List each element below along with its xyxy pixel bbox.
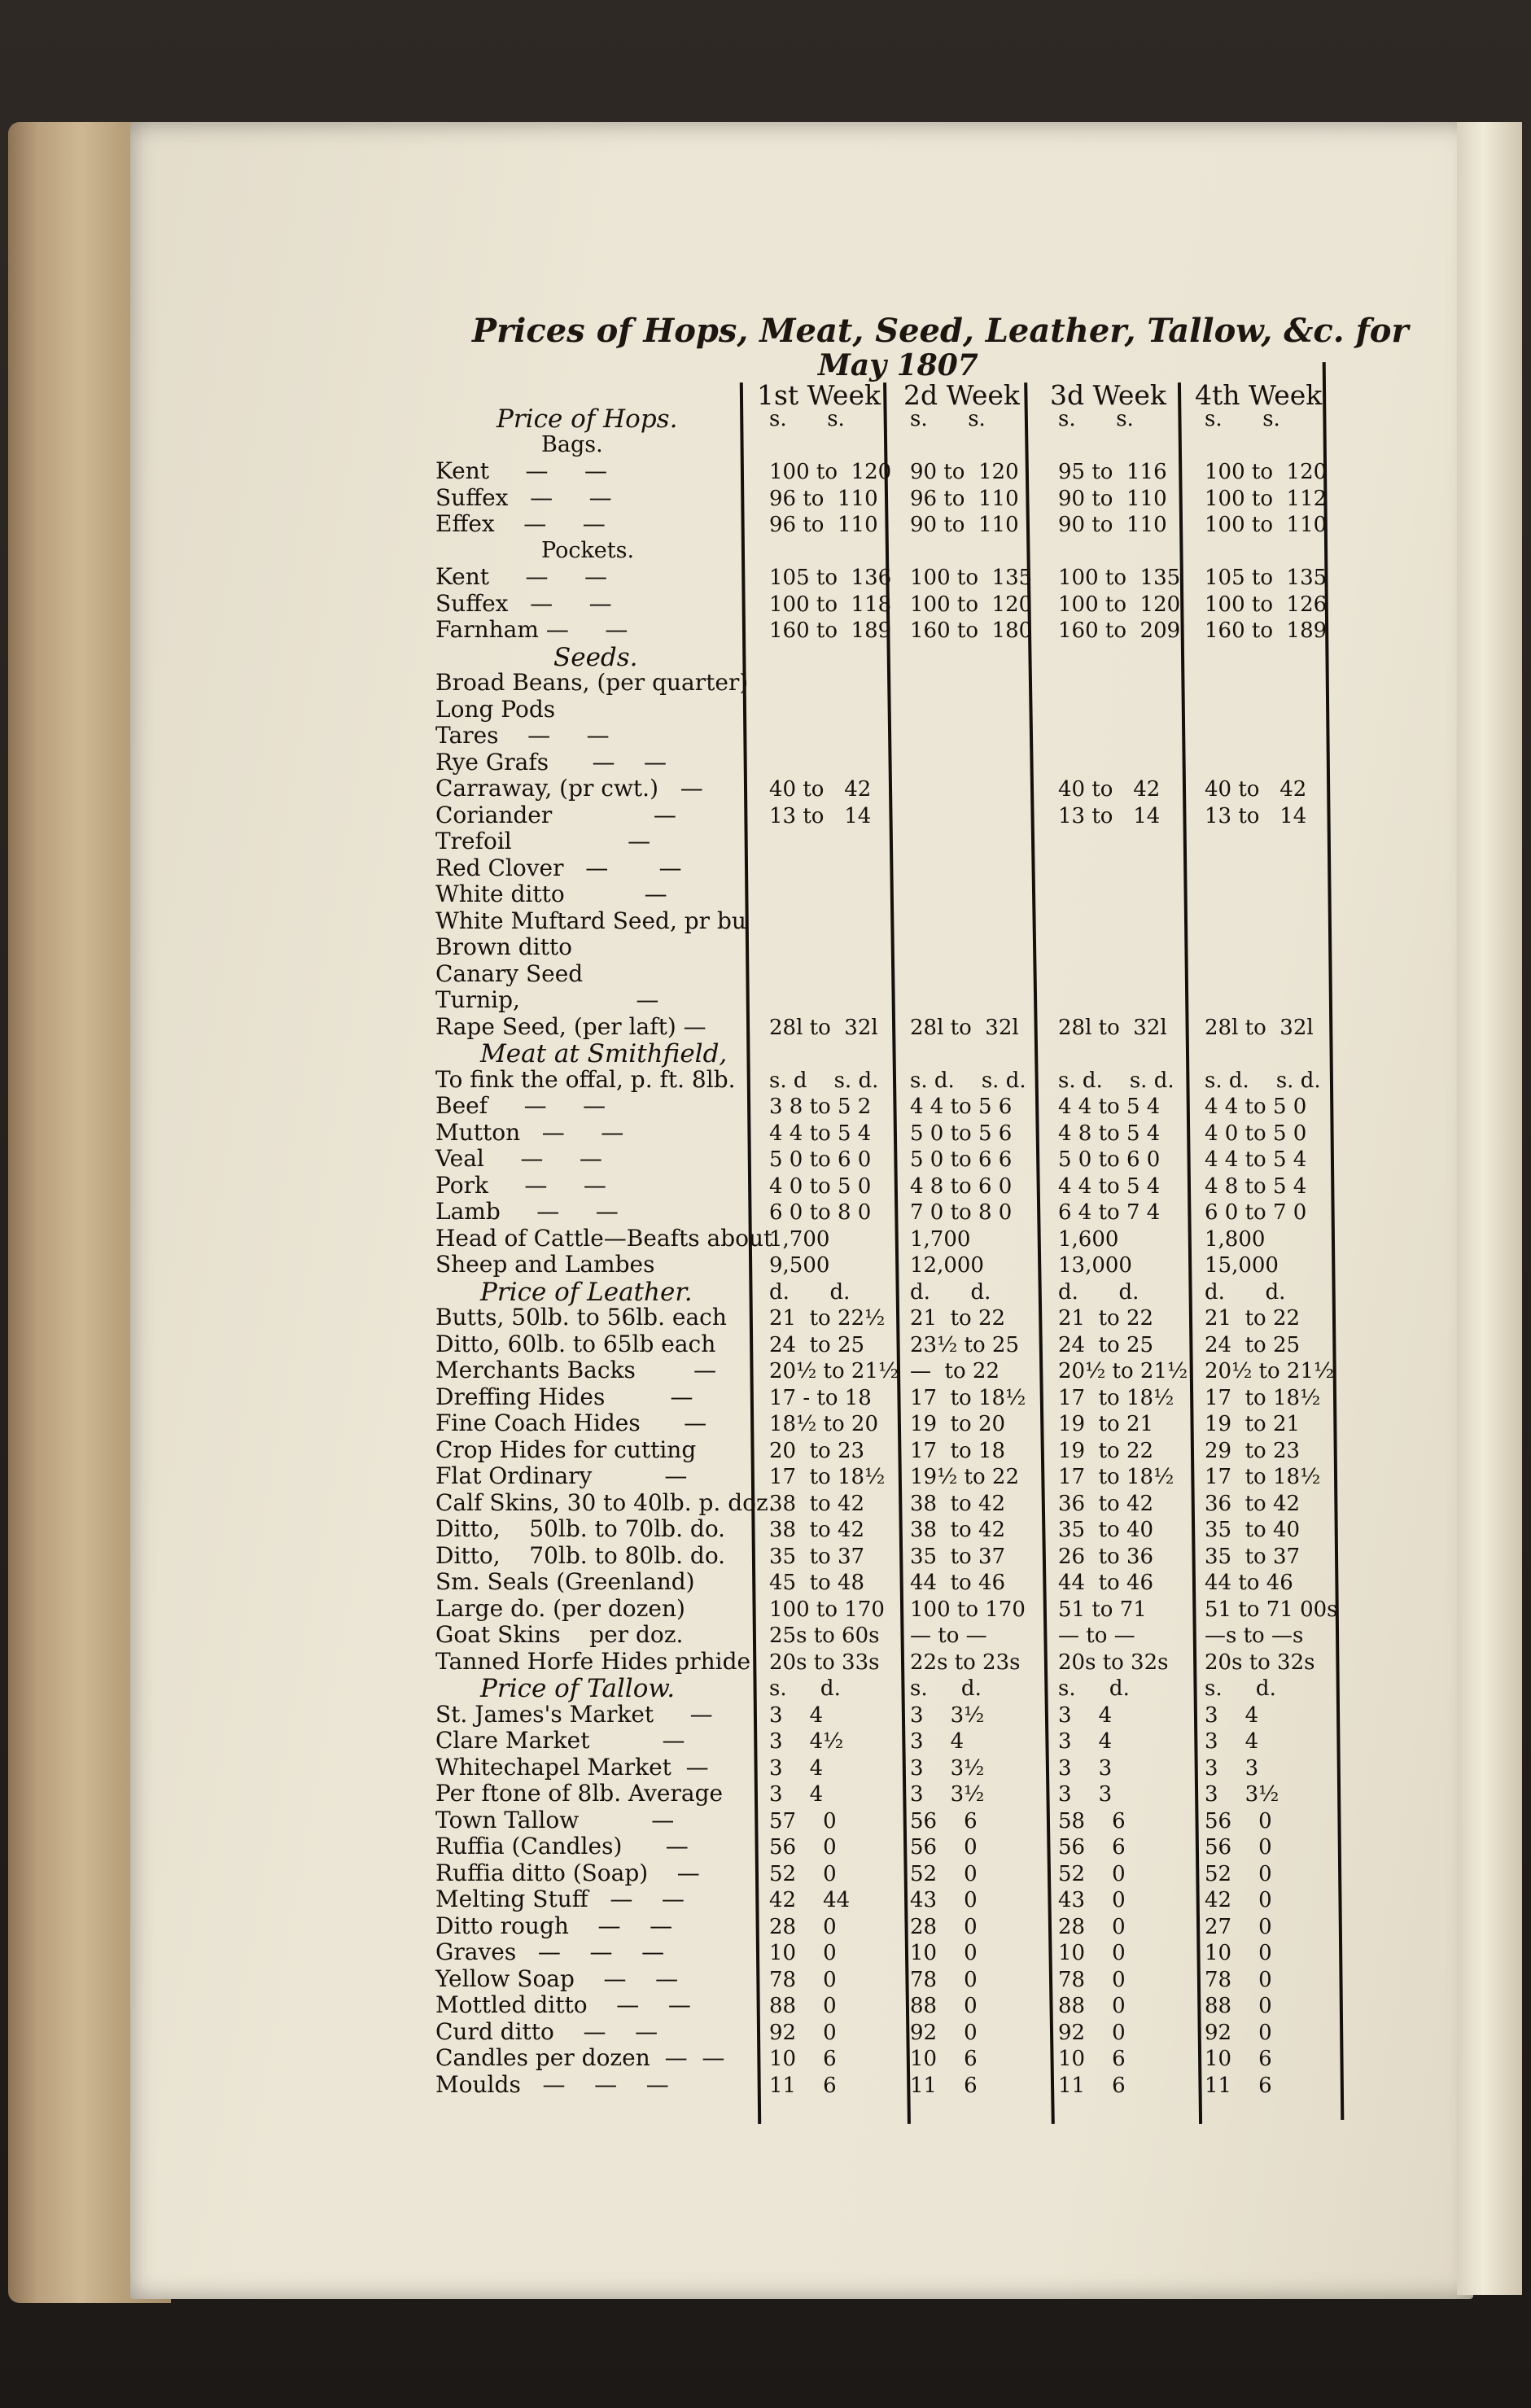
cell-week-4: 17 to 18½ [1205,1465,1321,1489]
cell-week-3: 17 to 18½ [1058,1465,1174,1489]
cell-week-4: 20s to 32s [1205,1650,1315,1675]
cell-week-4: 56 0 [1205,1835,1272,1860]
section-heading-price-of-tallow: Price of Tallow. [480,1674,676,1703]
cell-week-4: d. d. [1205,1280,1286,1305]
cell-week-4: 1,800 [1205,1227,1266,1252]
cell-week-4: s. d. [1205,1676,1276,1701]
cell-week-4: 78 0 [1205,1968,1272,1992]
cell-week-3: 3 4 [1058,1703,1113,1728]
cell-week-4: 42 0 [1205,1888,1272,1912]
row-label-farnham: Farnham — — [435,616,628,643]
row-label-ruffia-candles: Ruffia (Candles) — [435,1833,689,1860]
row-label-st-james-s-market: St. James's Market — [435,1701,713,1728]
week-header-3: 3d Week [1050,379,1166,411]
cell-week-4: 21 to 22 [1205,1306,1301,1331]
cell-week-1: 92 0 [769,2021,837,2045]
cell-week-1: d. d. [769,1280,851,1305]
cell-week-3: 20½ to 21½ [1058,1359,1188,1383]
cell-week-1: 57 0 [769,1809,837,1833]
cell-week-2: 28 0 [910,1915,978,1939]
cell-week-2: 3 4 [910,1729,965,1754]
cell-week-2: 28l to 32l [910,1016,1019,1040]
cell-week-1: 38 to 42 [769,1492,865,1516]
cell-week-1: 160 to 189 [769,618,892,643]
cell-week-2: s. d. s. d. [910,1069,1026,1093]
cell-week-2: 5 0 to 6 6 [910,1147,1013,1172]
cell-week-1: 3 8 to 5 2 [769,1095,872,1119]
cell-week-2: 12,000 [910,1253,984,1278]
cell-week-4: s. s. [1205,407,1280,431]
cell-week-2: 19½ to 22 [910,1465,1019,1489]
row-label-butts-50lb-to-56lb-each: Butts, 50lb. to 56lb. each [435,1304,727,1331]
cell-week-4: 56 0 [1205,1809,1272,1833]
cell-week-4: 27 0 [1205,1915,1272,1939]
cell-week-2: 4 4 to 5 6 [910,1095,1013,1119]
cell-week-2: 100 to 170 [910,1597,1026,1622]
cell-week-2: 52 0 [910,1862,978,1886]
cell-week-3: 88 0 [1058,1994,1126,2018]
cell-week-2: s. s. [910,407,986,431]
cell-week-3: 4 4 to 5 4 [1058,1174,1161,1199]
row-label-ditto-60lb-to-65lb-each: Ditto, 60lb. to 65lb each [435,1331,716,1357]
cell-week-3: 24 to 25 [1058,1333,1154,1357]
cell-week-1: 3 4 [769,1782,824,1807]
section-heading-price-of-hops: Price of Hops. [496,404,678,434]
cell-week-1: 3 4 [769,1756,824,1781]
cell-week-2: 44 to 46 [910,1571,1006,1595]
cell-week-1: 3 4½ [769,1729,844,1754]
cell-week-3: 95 to 116 [1058,460,1167,484]
cell-week-4: 3 4 [1205,1703,1259,1728]
cell-week-4: 3 3½ [1205,1782,1279,1807]
row-label-whitechapel-market: Whitechapel Market — [435,1754,709,1781]
cell-week-2: 3 3½ [910,1703,985,1728]
cell-week-4: 10 6 [1205,2047,1272,2071]
cell-week-2: 4 8 to 6 0 [910,1174,1013,1199]
cell-week-4: 28l to 32l [1205,1016,1314,1040]
cell-week-3: 28l to 32l [1058,1016,1167,1040]
cell-week-1: 5 0 to 6 0 [769,1147,872,1172]
row-label-crop-hides-for-cutting: Crop Hides for cutting [435,1436,697,1463]
cell-week-3: 36 to 42 [1058,1492,1154,1516]
cell-week-1: 78 0 [769,1968,837,1992]
cell-week-2: 3 3½ [910,1756,985,1781]
cell-week-1: 96 to 110 [769,487,878,511]
cell-week-1: 17 - to 18 [769,1386,872,1410]
cell-week-2: 22s to 23s [910,1650,1021,1675]
row-label-moulds: Moulds — — — [435,2071,669,2098]
row-label-dreffing-hides: Dreffing Hides — [435,1383,693,1410]
cell-week-4: s. d. s. d. [1205,1069,1321,1093]
cell-week-4: 15,000 [1205,1253,1279,1278]
row-label-goat-skins-per-doz: Goat Skins per doz. [435,1621,684,1648]
cell-week-2: 7 0 to 8 0 [910,1200,1013,1225]
row-label-trefoil: Trefoil — [435,828,651,854]
cell-week-2: — to — [910,1624,987,1648]
cell-week-3: 78 0 [1058,1968,1126,1992]
cell-week-4: 6 0 to 7 0 [1205,1200,1307,1225]
cell-week-4: 92 0 [1205,2021,1272,2045]
row-label-mottled-ditto: Mottled ditto — — [435,1991,691,2018]
cell-week-2: 90 to 120 [910,460,1019,484]
row-label-clare-market: Clare Market — [435,1727,685,1754]
cell-week-3: 100 to 120 [1058,592,1181,617]
cell-week-3: 40 to 42 [1058,777,1161,802]
row-label-town-tallow: Town Tallow — [435,1807,675,1833]
row-label-canary-seed: Canary Seed [435,960,584,987]
cell-week-4: 4 8 to 5 4 [1205,1174,1307,1199]
cell-week-2: 38 to 42 [910,1518,1006,1542]
cell-week-3: 26 to 36 [1058,1545,1154,1569]
cell-week-2: 100 to 120 [910,592,1033,617]
cell-week-2: 23½ to 25 [910,1333,1019,1357]
row-label-rye-grafs: Rye Grafs — — [435,749,667,776]
cell-week-3: 90 to 110 [1058,513,1167,537]
row-label-carraway-pr-cwt: Carraway, (pr cwt.) — [435,775,703,802]
row-label-tares: Tares — — [435,722,610,749]
cell-week-4: 100 to 126 [1205,592,1328,617]
cell-week-1: 42 44 [769,1888,851,1912]
row-label-merchants-backs: Merchants Backs — [435,1357,717,1383]
cell-week-2: 96 to 110 [910,487,1019,511]
cell-week-2: 160 to 180 [910,618,1033,643]
cell-week-1: 17 to 18½ [769,1465,886,1489]
page-title: Prices of Hops, Meat, Seed, Leather, Tallow, &c. for [472,312,1409,350]
cell-week-3: 17 to 18½ [1058,1386,1174,1410]
row-label-mutton: Mutton — — [435,1119,624,1146]
cell-week-2: 56 0 [910,1835,978,1860]
cell-week-3: 51 to 71 [1058,1597,1147,1622]
cell-week-2: 10 6 [910,2047,978,2071]
book-right-pages [1457,122,1522,2295]
cell-week-4: 11 6 [1205,2074,1272,2098]
cell-week-3: s. s. [1058,407,1134,431]
cell-week-1: 35 to 37 [769,1545,865,1569]
cell-week-4: 19 to 21 [1205,1412,1301,1436]
cell-week-3: 43 0 [1058,1888,1126,1912]
cell-week-4: 40 to 42 [1205,777,1307,802]
cell-week-3: 3 3 [1058,1782,1113,1807]
cell-week-3: 19 to 21 [1058,1412,1154,1436]
row-label-large-do-per-dozen: Large do. (per dozen) [435,1595,685,1622]
row-label-lamb: Lamb — — [435,1198,619,1225]
cell-week-1: s. d. [769,1676,841,1701]
row-label-curd-ditto: Curd ditto — — [435,2018,658,2045]
cell-week-4: 4 4 to 5 0 [1205,1095,1307,1119]
row-label-melting-stuff: Melting Stuff — — [435,1886,685,1912]
cell-week-3: 11 6 [1058,2074,1126,2098]
row-label-ruffia-ditto-soap: Ruffia ditto (Soap) — [435,1860,700,1886]
cell-week-2: 11 6 [910,2074,978,2098]
cell-week-3: s. d. [1058,1676,1130,1701]
row-label-yellow-soap: Yellow Soap — — [435,1965,679,1992]
cell-week-3: 44 to 46 [1058,1571,1154,1595]
cell-week-2: 5 0 to 5 6 [910,1121,1013,1146]
row-label-suffex: Suffex — — [435,484,612,511]
cell-week-3: 160 to 209 [1058,618,1181,643]
cell-week-3: 10 6 [1058,2047,1126,2071]
row-label-white-ditto: White ditto — [435,881,667,907]
cell-week-3: 3 3 [1058,1756,1113,1781]
cell-week-1: 28 0 [769,1915,837,1939]
cell-week-1: 21 to 22½ [769,1306,886,1331]
cell-week-4: 35 to 37 [1205,1545,1301,1569]
cell-week-1: 38 to 42 [769,1518,865,1542]
row-label-kent: Kent — — [435,457,608,484]
row-label-broad-beans-per-quarter: Broad Beans, (per quarter) [435,669,749,696]
cell-week-3: 3 4 [1058,1729,1113,1754]
row-label-long-pods: Long Pods [435,696,556,723]
cell-week-3: s. d. s. d. [1058,1069,1174,1093]
week-header-2: 2d Week [903,379,1020,411]
cell-week-2: — to 22 [910,1359,1000,1383]
cell-week-1: 3 4 [769,1703,824,1728]
cell-week-1: 1,700 [769,1227,830,1252]
cell-week-2: d. d. [910,1280,991,1305]
row-label-to-fink-the-offal-p-ft-8lb: To fink the offal, p. ft. 8lb. [435,1066,736,1093]
cell-week-1: 100 to 120 [769,460,892,484]
cell-week-4: 13 to 14 [1205,804,1307,828]
cell-week-2: 1,700 [910,1227,971,1252]
cell-week-2: 17 to 18½ [910,1386,1026,1410]
cell-week-1: 20½ to 21½ [769,1359,899,1383]
cell-week-1: 100 to 118 [769,592,892,617]
cell-week-1: 88 0 [769,1994,837,2018]
cell-week-3: 35 to 40 [1058,1518,1154,1542]
row-label-flat-ordinary: Flat Ordinary — [435,1462,688,1489]
cell-week-1: 40 to 42 [769,777,872,802]
cell-week-2: 43 0 [910,1888,978,1912]
cell-week-4: 100 to 120 [1205,460,1328,484]
cell-week-2: 19 to 20 [910,1412,1006,1436]
cell-week-4: 100 to 110 [1205,513,1328,537]
row-label-sheep-and-lambes: Sheep and Lambes [435,1251,655,1278]
row-label-per-ftone-of-8lb-average: Per ftone of 8lb. Average [435,1780,724,1807]
row-label-kent: Kent — — [435,563,608,590]
cell-week-1: 10 6 [769,2047,837,2071]
row-label-veal: Veal — — [435,1145,602,1172]
row-label-graves: Graves — — — [435,1938,665,1965]
cell-week-1: 13 to 14 [769,804,872,828]
cell-week-3: 13,000 [1058,1253,1132,1278]
cell-week-2: 78 0 [910,1968,978,1992]
cell-week-1: s. d s. d. [769,1069,879,1093]
cell-week-3: 19 to 22 [1058,1439,1154,1463]
page-subtitle: May 1807 [818,348,978,382]
row-label-ditto-50lb-to-70lb-do: Ditto, 50lb. to 70lb. do. [435,1515,726,1542]
row-label-rape-seed-per-laft: Rape Seed, (per laft) — [435,1013,706,1040]
cell-week-4: 105 to 135 [1205,566,1328,590]
section-heading-price-of-leather: Price of Leather. [480,1278,693,1307]
row-label-tanned-horfe-hides-prhide: Tanned Horfe Hides prhide [435,1648,751,1675]
cell-week-1: s. s. [769,407,845,431]
cell-week-1: 9,500 [769,1253,830,1278]
cell-week-1: 96 to 110 [769,513,878,537]
cell-week-2: s. d. [910,1676,982,1701]
cell-week-1: 6 0 to 8 0 [769,1200,872,1225]
cell-week-1: 52 0 [769,1862,837,1886]
cell-week-3: 28 0 [1058,1915,1126,1939]
cell-week-3: 100 to 135 [1058,566,1181,590]
cell-week-4: 3 3 [1205,1756,1259,1781]
cell-week-1: 10 0 [769,1941,837,1965]
row-label-ditto-70lb-to-80lb-do: Ditto, 70lb. to 80lb. do. [435,1542,726,1569]
cell-week-2: 92 0 [910,2021,978,2045]
cell-week-4: 4 0 to 5 0 [1205,1121,1307,1146]
cell-week-4: 20½ to 21½ [1205,1359,1335,1383]
row-label-sm-seals-greenland: Sm. Seals (Greenland) [435,1568,695,1595]
row-label-suffex: Suffex — — [435,590,612,617]
cell-week-4: 4 4 to 5 4 [1205,1147,1307,1172]
cell-week-2: 21 to 22 [910,1306,1006,1331]
cell-week-1: 11 6 [769,2074,837,2098]
cell-week-4: 160 to 189 [1205,618,1328,643]
cell-week-2: 56 6 [910,1809,978,1833]
row-label-ditto-rough: Ditto rough — — [435,1912,673,1939]
cell-week-4: 35 to 40 [1205,1518,1301,1542]
cell-week-4: 52 0 [1205,1862,1272,1886]
row-label-coriander: Coriander — [435,802,676,828]
cell-week-3: 1,600 [1058,1227,1119,1252]
cell-week-1: 4 4 to 5 4 [769,1121,872,1146]
row-label-effex: Effex — — [435,510,606,537]
cell-week-4: 51 to 71 00s [1205,1597,1338,1622]
cell-week-1: 4 0 to 5 0 [769,1174,872,1199]
cell-week-2: 10 0 [910,1941,978,1965]
cell-week-4: 10 0 [1205,1941,1272,1965]
cell-week-2: 100 to 135 [910,566,1033,590]
cell-week-4: 44 to 46 [1205,1571,1293,1595]
cell-week-4: —s to —s [1205,1624,1304,1648]
row-label-brown-ditto: Brown ditto [435,933,572,960]
row-label-pork: Pork — — [435,1172,606,1199]
cell-week-2: 88 0 [910,1994,978,2018]
cell-week-3: 5 0 to 6 0 [1058,1147,1161,1172]
cell-week-3: 4 8 to 5 4 [1058,1121,1161,1146]
cell-week-2: 90 to 110 [910,513,1019,537]
cell-week-4: 100 to 112 [1205,487,1328,511]
cell-week-2: 17 to 18 [910,1439,1006,1463]
cell-week-3: d. d. [1058,1280,1140,1305]
week-header-4: 4th Week [1195,379,1323,411]
sub-heading-bags: Bags. [541,432,603,457]
cell-week-3: 4 4 to 5 4 [1058,1095,1161,1119]
cell-week-1: 18½ to 20 [769,1412,878,1436]
cell-week-3: 56 6 [1058,1835,1126,1860]
cell-week-3: 58 6 [1058,1809,1126,1833]
cell-week-4: 29 to 23 [1205,1439,1301,1463]
cell-week-4: 3 4 [1205,1729,1259,1754]
cell-week-3: 6 4 to 7 4 [1058,1200,1161,1225]
row-label-turnip: Turnip, — [435,986,659,1013]
cell-week-1: 24 to 25 [769,1333,865,1357]
cell-week-2: 3 3½ [910,1782,985,1807]
row-label-fine-coach-hides: Fine Coach Hides — [435,1409,707,1436]
cell-week-1: 28l to 32l [769,1016,878,1040]
cell-week-3: 13 to 14 [1058,804,1161,828]
cell-week-3: 20s to 32s [1058,1650,1169,1675]
row-label-white-muftard-seed-pr-bu: White Muftard Seed, pr bu [435,907,746,934]
cell-week-3: 21 to 22 [1058,1306,1154,1331]
cell-week-3: 92 0 [1058,2021,1126,2045]
cell-week-3: 52 0 [1058,1862,1126,1886]
row-label-red-clover: Red Clover — — [435,854,682,881]
cell-week-1: 20 to 23 [769,1439,865,1463]
cell-week-2: 38 to 42 [910,1492,1006,1516]
cell-week-3: 10 0 [1058,1941,1126,1965]
cell-week-1: 20s to 33s [769,1650,880,1675]
cell-week-4: 88 0 [1205,1994,1272,2018]
cell-week-1: 25s to 60s [769,1624,880,1648]
cell-week-3: — to — [1058,1624,1135,1648]
row-label-head-of-cattle-beafts-about: Head of Cattle—Beafts about [435,1225,773,1252]
cell-week-4: 24 to 25 [1205,1333,1301,1357]
sub-heading-pockets: Pockets. [541,538,635,563]
cell-week-4: 36 to 42 [1205,1492,1301,1516]
cell-week-1: 56 0 [769,1835,837,1860]
week-header-1: 1st Week [757,379,881,411]
cell-week-1: 105 to 136 [769,566,892,590]
cell-week-2: 35 to 37 [910,1545,1006,1569]
row-label-beef: Beef — — [435,1092,606,1119]
cell-week-1: 100 to 170 [769,1597,885,1622]
cell-week-4: 17 to 18½ [1205,1386,1321,1410]
cell-week-1: 45 to 48 [769,1571,865,1595]
cell-week-3: 90 to 110 [1058,487,1167,511]
section-heading-meat-at-smithfield: Meat at Smithfield, [480,1039,728,1069]
section-heading-seeds: Seeds. [553,643,638,672]
row-label-calf-skins-30-to-40lb-p-doz: Calf Skins, 30 to 40lb. p. doz. [435,1489,776,1516]
row-label-candles-per-dozen: Candles per dozen — — [435,2044,725,2071]
